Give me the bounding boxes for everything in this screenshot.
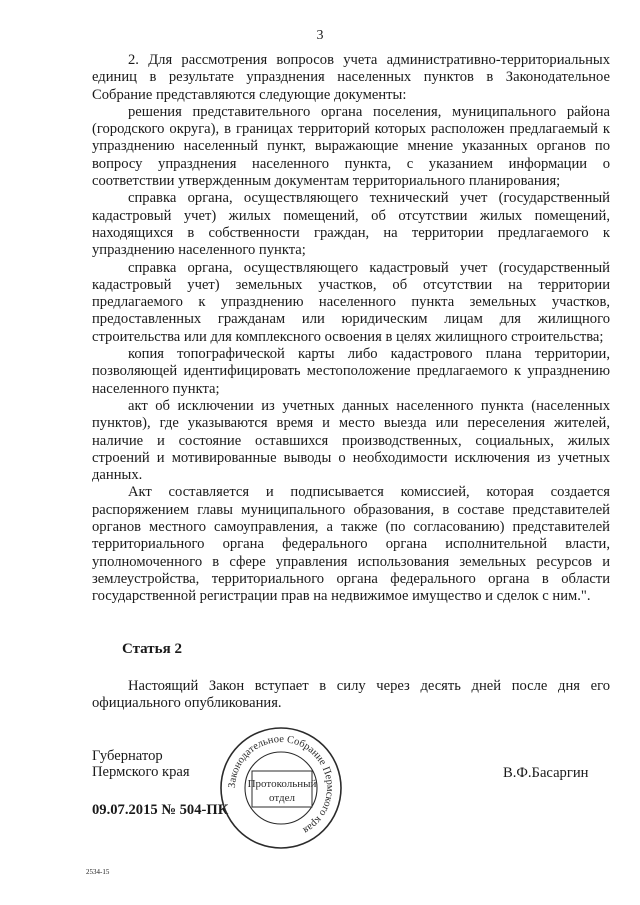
law-text: Настоящий Закон вступает в силу через десять дней после дня его официального опубликования.: [92, 678, 610, 712]
stamp-line2: отдел: [269, 792, 295, 804]
paragraph: решения представительного органа поселения, муниципального района (городского округа), в границах территорий которых расположен предлагаемый к упразднению населенный пункт, выражающие мнение указанных органов по вопросу упразднения населенного пункта, с указанием информации о соответствии утвержденным документам территориального планирования;: [92, 103, 610, 190]
governor-title: [92, 748, 190, 780]
governor-line2: Пермского края: [92, 764, 190, 780]
paragraph: Акт составляется и подписывается комиссией, которая создается распоряжением главы муниципального образования, в составе представителей органов местного самоуправления, а также (по согласованию) представителей территориального органа федерального органа исполнительной власти, уполномоченного в сфере управления использования земельных ресурсов и землеустройства, территориального органа федерального органа в области государственной регистрации прав на недвижимое имущество и сделок с ним.".: [92, 484, 610, 605]
article-heading: Статья 2: [122, 641, 182, 657]
law-text-block: [92, 678, 610, 713]
governor-line1: Губернатор: [92, 748, 163, 764]
stamp-seal: [216, 723, 346, 853]
stamp-ring-textpath: Законодательное Собрание Пермского края: [226, 733, 336, 836]
page-number: 3: [316, 28, 324, 43]
governor-name: В.Ф.Басаргин: [503, 765, 589, 781]
stamp-line1: Протокольный: [247, 778, 317, 790]
footer-code: 2534-15: [86, 868, 110, 876]
paragraph: справка органа, осуществляющего кадастровый учет (государственный кадастровый учет) земельных участков, об отсутствии на территории предлагаемого к упразднению населенного пункта земельных участков, предоставленных гражданам или юридическим лицам для жилищного строительства или для комплексного освоения в целях жилищного строительства;: [92, 259, 610, 345]
date-number: 09.07.2015 № 504-ПК: [92, 802, 229, 818]
paragraph: 2. Для рассмотрения вопросов учета административно-территориальных единиц в результате упразднения населенных пунктов в Законодательное Собрание представляются следующие документы:: [92, 52, 610, 103]
paragraph: справка органа, осуществляющего технический учет (государственный кадастровый учет) жилых помещений, об отсутствии жилых помещений, находящихся в собственности граждан, на территории предлагаемого к упразднению населенного пункта;: [92, 190, 610, 259]
document-body: [92, 52, 610, 606]
paragraph: акт об исключении из учетных данных населенного пункта (населенных пунктов), где указываются время и место выезда или переселения жителей, наличие и состояние оставшихся производственных, социальных, жилых строений и мотивированные выводы о необходимости исключения из учетных данных.: [92, 397, 610, 484]
paragraph: копия топографической карты либо кадастрового плана территории, позволяющей идентифицировать местоположение предлагаемого к упразднению населенного пункта;: [92, 346, 610, 397]
